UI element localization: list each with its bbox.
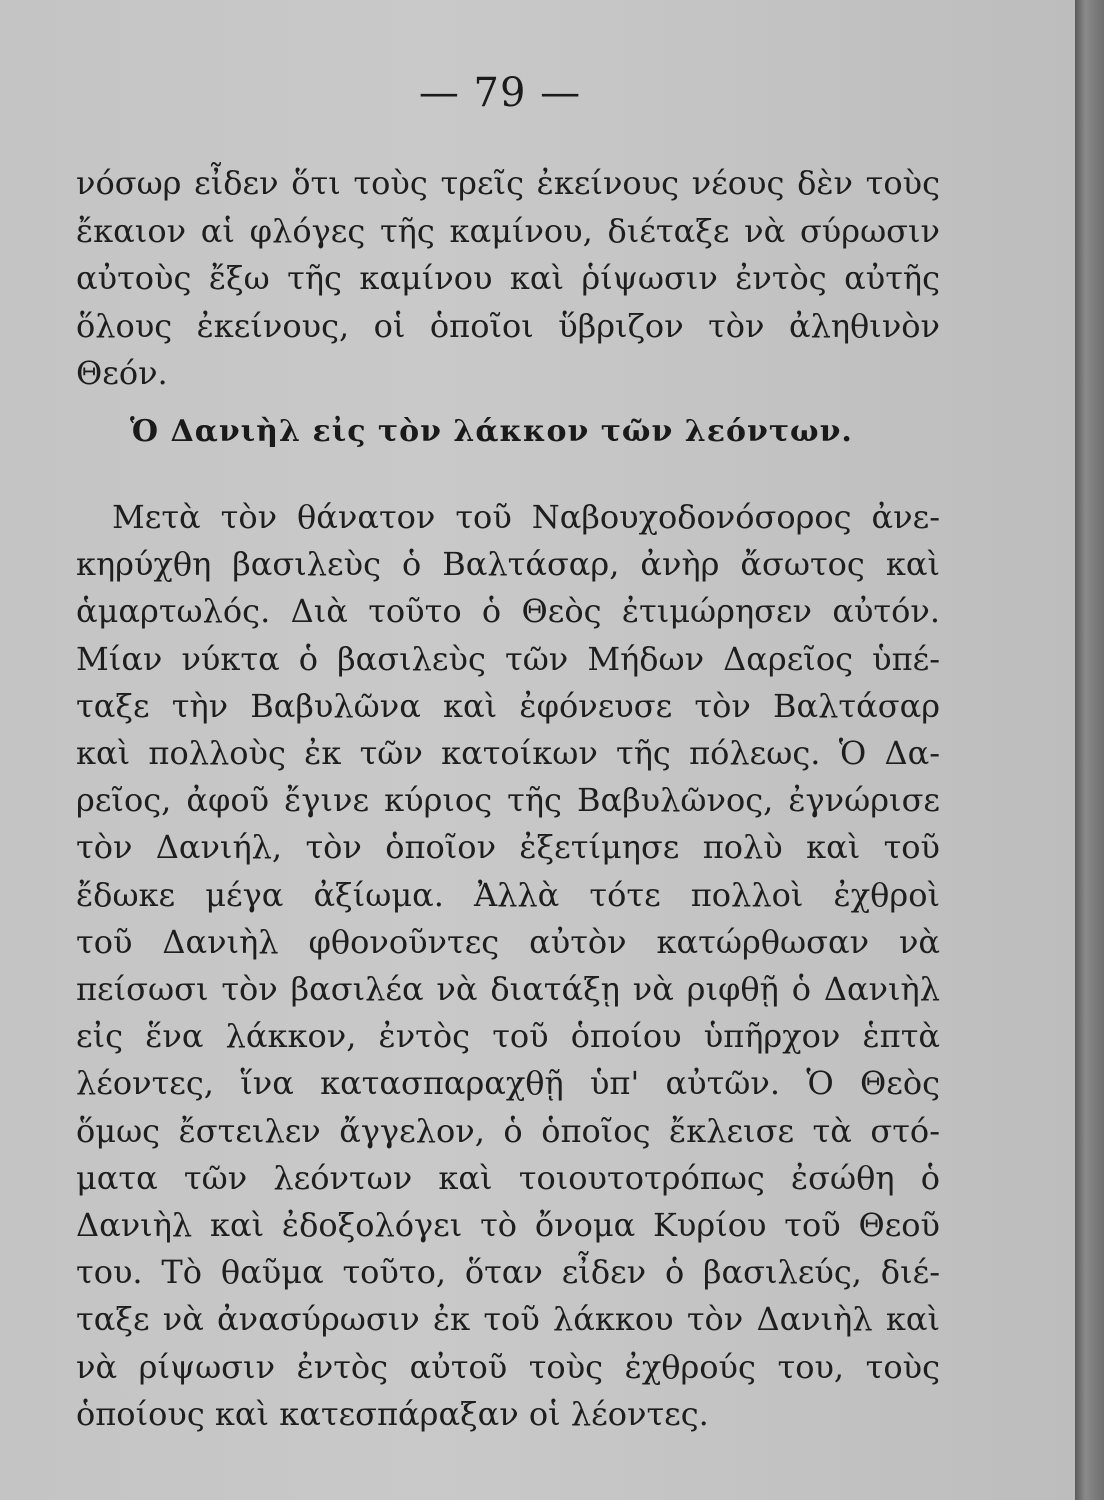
- text-line: Μίαν νύκτα ὁ βασιλεὺς τῶν Μήδων Δαρεῖος ὑπέ-: [76, 639, 940, 678]
- text-line: νὰ ρίψωσιν ἐντὸς αὐτοῦ τοὺς ἐχθρούς του, τοὺς: [76, 1347, 940, 1386]
- text-line: τὸν Δανιήλ, τὸν ὁποῖον ἐξετίμησε πολὺ καὶ τοῦ: [76, 828, 940, 867]
- text-line: αὐτοὺς ἔξω τῆς καμίνου καὶ ῥίψωσιν ἐντὸς αὐτῆς: [76, 259, 940, 297]
- text-line: ὅμως ἔστειλεν ἄγγελον, ὁ ὁποῖος ἔκλεισε τὰ στό-: [76, 1111, 940, 1150]
- text-line: λέοντες, ἵνα κατασπαραχθῇ ὑπ' αὐτῶν. Ὁ Θεὸς: [76, 1064, 940, 1103]
- text-line: ὁποίους καὶ κατεσπάραξαν οἱ λέοντες.: [76, 1394, 709, 1433]
- text-line: κηρύχθη βασιλεὺς ὁ Βαλτάσαρ, ἀνὴρ ἄσωτος καὶ: [76, 545, 940, 584]
- text-line: καὶ πολλοὺς ἐκ τῶν κατοίκων τῆς πόλεως. Ὁ Δα-: [76, 734, 940, 773]
- text-line: ταξε νὰ ἀνασύρωσιν ἐκ τοῦ λάκκου τὸν Δανιὴλ καὶ: [76, 1300, 940, 1339]
- text-line: Μετὰ τὸν θάνατον τοῦ Ναβουχοδονόσορος ἀνε-: [112, 498, 940, 536]
- text-line: Δανιὴλ καὶ ἐδοξολόγει τὸ ὄνομα Κυρίου τοῦ Θεοῦ: [76, 1206, 940, 1245]
- text-line: Θεόν.: [76, 354, 168, 392]
- text-line: του. Τὸ θαῦμα τοῦτο, ὅταν εἶδεν ὁ βασιλεύς, διέ-: [76, 1253, 940, 1292]
- text-line: ἁμαρτωλός. Διὰ τοῦτο ὁ Θεὸς ἐτιμώρησεν αὐτόν.: [76, 592, 940, 631]
- text-line: ρεῖος, ἀφοῦ ἔγινε κύριος τῆς Βαβυλῶνος, ἐγνώρισε: [76, 781, 940, 820]
- text-line: ὅλους ἐκείνους, οἱ ὁποῖοι ὕβριζον τὸν ἀληθινὸν: [76, 306, 940, 345]
- paragraph-daniel: [76, 494, 940, 1438]
- text-line: νόσωρ εἶδεν ὅτι τοὺς τρεῖς ἐκείνους νέους δὲν τοὺς: [76, 164, 940, 202]
- text-line: ἔδωκε μέγα ἀξίωμα. Ἀλλὰ τότε πολλοὶ ἐχθροὶ: [76, 875, 940, 914]
- page-number: — 79 —: [418, 70, 582, 116]
- paragraph-continued: [76, 160, 940, 398]
- section-heading: Ὁ Δανιὴλ εἰς τὸν λάκκον τῶν λεόντων.: [130, 414, 853, 449]
- text-line: ματα τῶν λεόντων καὶ τοιουτοτρόπως ἐσώθη ὁ: [76, 1158, 940, 1197]
- page-edge-shadow: [1075, 0, 1104, 1500]
- text-line: εἰς ἕνα λάκκον, ἐντὸς τοῦ ὁποίου ὑπῆρχον ἑπτὰ: [76, 1017, 940, 1056]
- text-line: πείσωσι τὸν βασιλέα νὰ διατάξῃ νὰ ριφθῇ ὁ Δανιὴλ: [76, 970, 940, 1009]
- text-line: ἔκαιον αἱ φλόγες τῆς καμίνου, διέταξε νὰ σύρωσιν: [76, 211, 940, 250]
- text-line: τοῦ Δανιὴλ φθονοῦντες αὐτὸν κατώρθωσαν νὰ: [76, 922, 940, 961]
- text-line: ταξε τὴν Βαβυλῶνα καὶ ἐφόνευσε τὸν Βαλτάσαρ: [76, 686, 940, 725]
